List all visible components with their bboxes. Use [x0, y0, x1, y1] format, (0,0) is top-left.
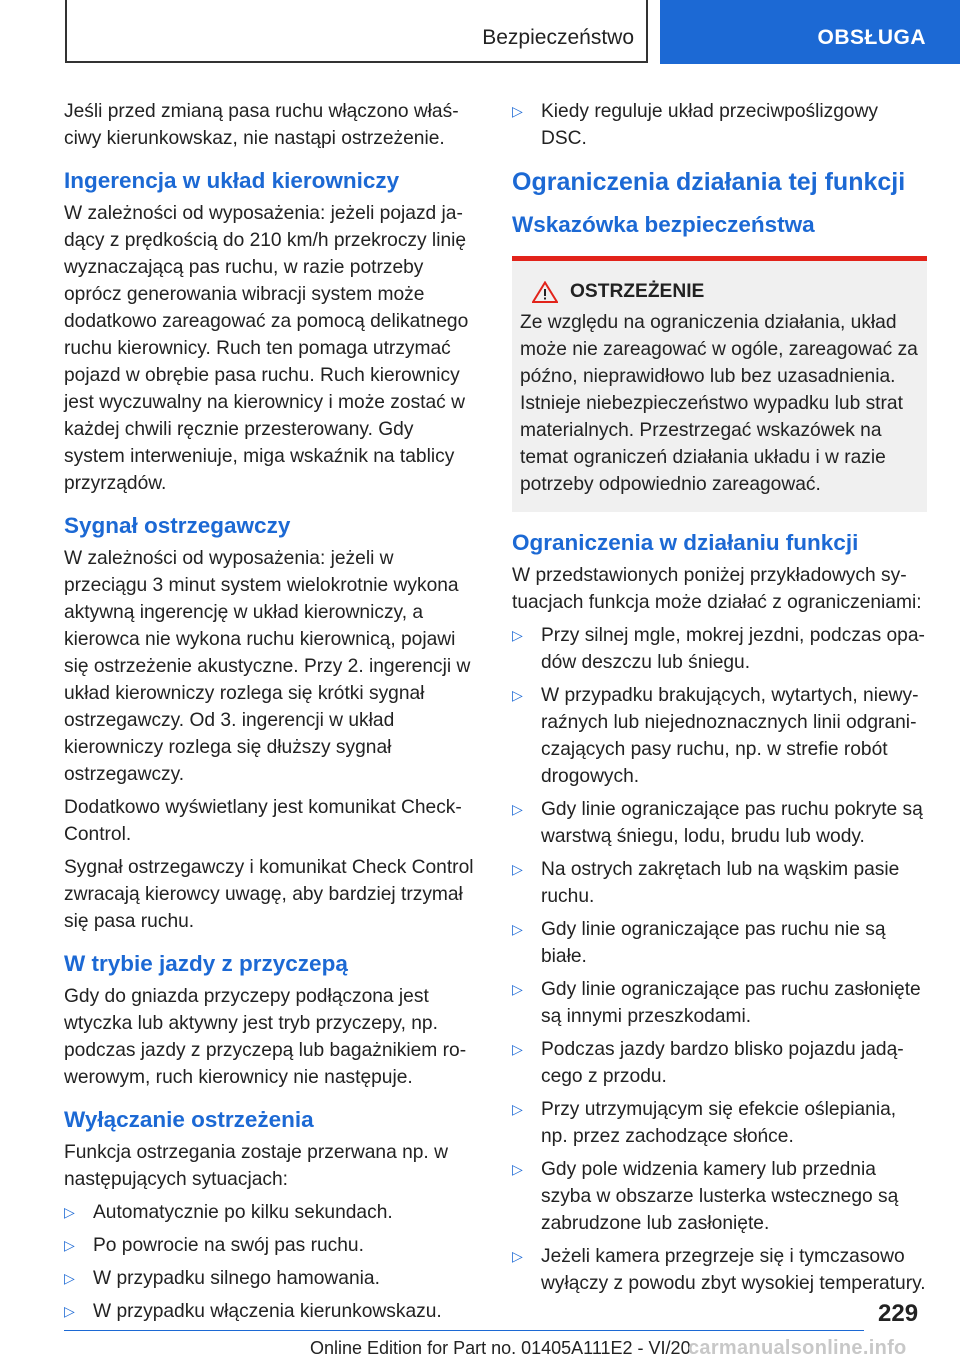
- trailer-mode-text: Gdy do gniazda przyczepy podłączona jest wtyczka lub aktywny jest tryb przyczepy, np. podczas jazdy z przyczepą lub bagażnikiem rowerowym, ruch kierownicy nie następuje.: [64, 986, 467, 1088]
- heading-function-limits: Ograniczenia działania tej funkcji: [512, 168, 906, 196]
- triangle-right-outline-icon: ▷: [512, 861, 523, 877]
- list-item: ▷ Na ostrych zakrętach lub na wąskim pasie ruchu.: [512, 856, 927, 910]
- triangle-right-outline-icon: ▷: [512, 1041, 523, 1057]
- triangle-right-outline-icon: ▷: [512, 1101, 523, 1117]
- continued-list: [512, 98, 927, 152]
- warning-box: [512, 256, 927, 512]
- warning-box-header: [520, 281, 919, 303]
- triangle-right-outline-icon: ▷: [512, 627, 523, 643]
- right-column: [512, 98, 927, 1303]
- footer-edition: Online Edition for Part no. 01405A111E2 - VI/20: [310, 1338, 691, 1358]
- triangle-right-outline-icon: ▷: [512, 103, 523, 119]
- heading-steering-intervention: Ingerencja w układ kierowniczy: [64, 168, 400, 193]
- heading-trailer-mode: W trybie jazdy z przyczepą: [64, 951, 348, 976]
- list-item: ▷ W przypadku silnego hamowania.: [64, 1265, 479, 1292]
- steering-intervention-text: W zależności od wyposażenia: jeżeli pojazd jadący z prędkością do 210 km/h przekroczy linię wyznaczającą pas ruchu, w razie potrzeby oprócz generowania wibracji system może dodatkowo zareagować za pomocą delikatnego ruchu kierownicy. Ruch ten pomaga utrzymać pojazd w obrębie pasa ruchu. Ruch kierownicy jest wyczuwalny na kierownicy i może zostać w każdej chwili ręcznie przesterowany. Gdy system interweniuje, miga wskaźnik na tablicy przyrządów.: [64, 203, 469, 494]
- warning-signal-text-3: Sygnał ostrzegawczy i komunikat Check Control zwracają kierowcy uwagę, aby bardziej trzymał się pasa ruchu.: [64, 857, 474, 932]
- list-item: ▷ Gdy linie ograniczające pas ruchu nie są białe.: [512, 916, 927, 970]
- warning-signal-text-1: W zależności od wyposażenia: jeżeli w przeciągu 3 minut system wielokrotnie wykona aktywną ingerencję w układ kierowniczy, a kierowca nie wykona ruchu kierownicą, pojawi się ostrzeżenie akustyczne. Przy 2. ingerencji w układ kierowniczy rozlega się krótki sygnał ostrzegawczy. Od 3. ingerencji w układ kierowniczy rozlega się dłuższy sygnał ostrzegawczy.: [64, 548, 471, 785]
- warning-off-list: [64, 1199, 479, 1325]
- header-section-box: [65, 0, 648, 63]
- intro-paragraph: Jeśli przed zmianą pasa ruchu włączono właściwy kierunkowskaz, nie nastąpi ostrzeżenie.: [64, 101, 459, 149]
- list-item: ▷ Automatycznie po kilku sekundach.: [64, 1199, 479, 1226]
- heading-safety-note: Wskazówka bezpieczeństwa: [512, 212, 815, 237]
- triangle-right-outline-icon: ▷: [512, 801, 523, 817]
- triangle-right-outline-icon: ▷: [64, 1237, 75, 1253]
- warning-signal-text-2: Dodatkowo wyświetlany jest komunikat Check-Control.: [64, 797, 462, 845]
- list-item: ▷ Przy silnej mgle, mokrej jezdni, podczas opadów deszczu lub śniegu.: [512, 622, 927, 676]
- warning-box-title: OSTRZEŻENIE: [570, 281, 705, 302]
- heading-warning-off: Wyłączanie ostrzeżenia: [64, 1107, 314, 1132]
- list-item: ▷ Po powrocie na swój pas ruchu.: [64, 1232, 479, 1259]
- header-chapter-tab[interactable]: [660, 0, 960, 64]
- list-item: ▷ Gdy linie ograniczające pas ruchu pokryte są warstwą śniegu, lodu, brudu lub wody.: [512, 796, 927, 850]
- list-item: ▷ Przy utrzymującym się efekcie oślepiania, np. przez zachodzące słońce.: [512, 1096, 927, 1150]
- page-header: [0, 0, 960, 66]
- operation-limits-list: [512, 622, 927, 1297]
- watermark: carmanualsonline.info: [688, 1337, 907, 1359]
- triangle-right-outline-icon: ▷: [512, 981, 523, 997]
- list-item: ▷ Podczas jazdy bardzo blisko pojazdu jadącego z przodu.: [512, 1036, 927, 1090]
- list-item: ▷ Gdy linie ograniczające pas ruchu zasłonięte są innymi przeszkodami.: [512, 976, 927, 1030]
- list-item: ▷ W przypadku brakujących, wytartych, niewyraźnych lub niejednoznacznych linii odgraniczających pasy ruchu, np. w strefie robót drogowych.: [512, 682, 927, 790]
- list-item: ▷ W przypadku włączenia kierunkowskazu.: [64, 1298, 479, 1325]
- triangle-right-outline-icon: ▷: [64, 1270, 75, 1286]
- triangle-right-outline-icon: ▷: [512, 1248, 523, 1264]
- operation-limits-intro: W przedstawionych poniżej przykładowych sytuacjach funkcja może działać z ograniczeniami:: [512, 565, 922, 613]
- list-item: ▷ Gdy pole widzenia kamery lub przednia szyba w obszarze lusterka wstecznego są zabrudzone lub zasłonięte.: [512, 1156, 927, 1237]
- footer-divider: [64, 1330, 864, 1331]
- list-item: ▷ Kiedy reguluje układ przeciwpoślizgowy DSC.: [512, 98, 927, 152]
- heading-operation-limits: Ograniczenia w działaniu funkcji: [512, 530, 859, 555]
- heading-warning-signal: Sygnał ostrzegawczy: [64, 513, 291, 538]
- page-number: 229: [878, 1300, 919, 1327]
- warning-triangle-icon: [532, 281, 558, 303]
- triangle-right-outline-icon: ▷: [512, 1161, 523, 1177]
- triangle-right-outline-icon: ▷: [512, 921, 523, 937]
- list-item: ▷ Jeżeli kamera przegrzeje się i tymczasowo wyłączy z powodu zbyt wysokiej temperatury.: [512, 1243, 927, 1297]
- left-column: [64, 98, 479, 1331]
- warning-box-text: Ze względu na ograniczenia działania, układ może nie zareagować w ogóle, zareagować za późno, nieprawidłowo lub bez uzasadnienia. Istnieje niebezpieczeństwo wypadku lub strat materialnych. Przestrzegać wskazówek na temat ograniczeń działania układu i w razie potrzeby odpowiednio zareagować.: [520, 312, 918, 495]
- warning-off-text: Funkcja ostrzegania zostaje przerwana np. w następujących sytuacjach:: [64, 1142, 448, 1190]
- header-chapter-title: OBSŁUGA: [817, 26, 926, 49]
- triangle-right-outline-icon: ▷: [512, 687, 523, 703]
- triangle-right-outline-icon: ▷: [64, 1204, 75, 1220]
- header-section-title: Bezpieczeństwo: [482, 26, 634, 49]
- triangle-right-outline-icon: ▷: [64, 1303, 75, 1319]
